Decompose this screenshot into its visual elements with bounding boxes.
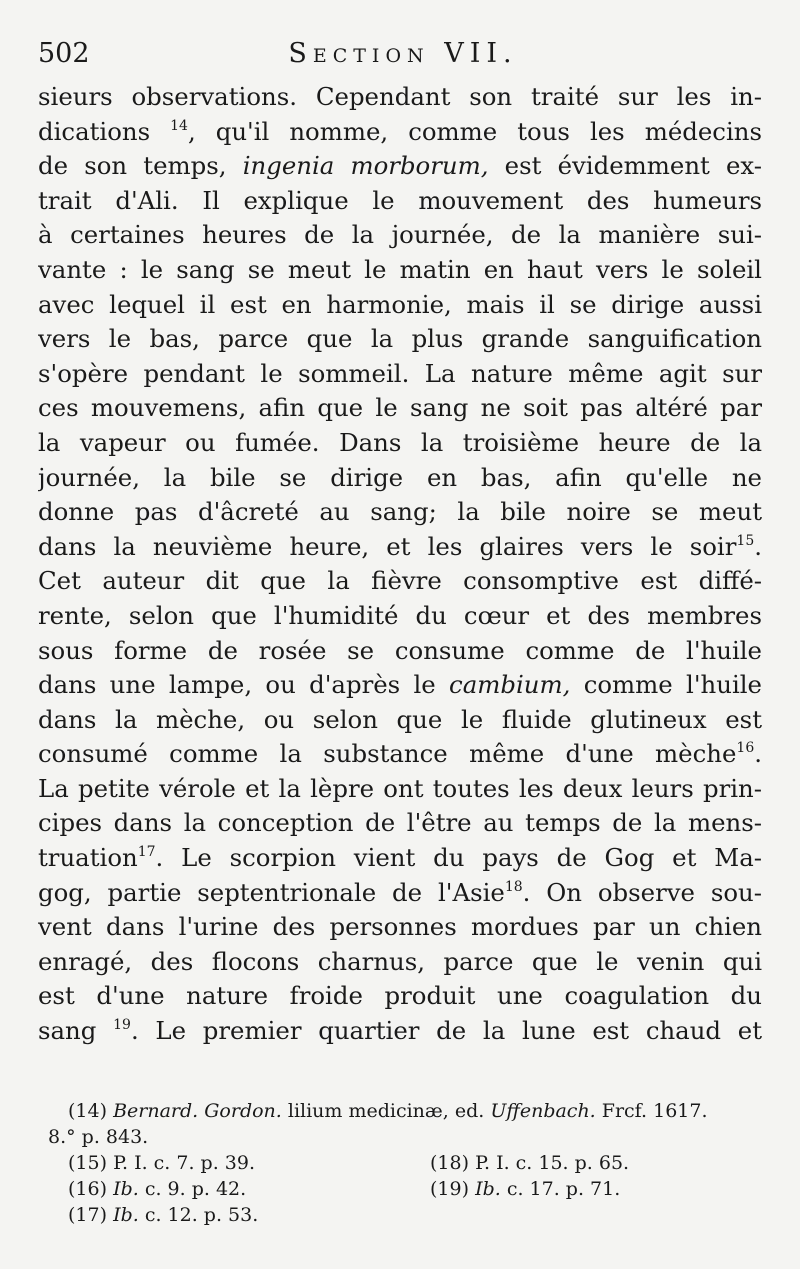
footnote-row — [48, 1202, 768, 1228]
footnote-mark: (19) — [430, 1178, 470, 1200]
text-segment: dans la neuvième heure, et les glaires vers le soir — [38, 531, 737, 561]
text-segment: vante : le sang se meut le matin en haut vers le soleil — [38, 254, 762, 284]
text-line — [38, 495, 762, 530]
text-line — [38, 564, 762, 599]
text-segment: est d'une nature froide produit une coagulation du — [38, 981, 762, 1011]
text-segment: . — [754, 739, 762, 769]
text-line — [38, 1014, 762, 1049]
text-segment: vers le bas, parce que la plus grande sanguification — [38, 324, 762, 354]
text-segment: Cet auteur dit que la fièvre consomptive est diffé- — [38, 566, 762, 596]
text-segment: La petite vérole et la lèpre ont toutes les deux leurs prin- — [38, 773, 762, 803]
text-line — [38, 945, 762, 980]
text-line — [38, 979, 762, 1014]
body-text — [38, 80, 762, 1049]
footnote-row — [48, 1176, 768, 1202]
footnote-text: P. I. c. 7. p. 39. — [113, 1152, 256, 1174]
text-segment: la vapeur ou fumée. Dans la troisième heure de la — [38, 427, 762, 457]
text-segment: sang — [38, 1016, 114, 1046]
footnote-editor: Uffenbach. — [490, 1100, 596, 1122]
text-segment: . Le premier quartier de la lune est chaud et — [130, 1016, 762, 1046]
text-line — [38, 634, 762, 669]
text-line — [38, 461, 762, 496]
text-segment: sieurs observations. Cependant son traité sur les in- — [38, 82, 762, 111]
text-segment: dications — [38, 116, 171, 146]
footnote-reference: 16 — [736, 740, 755, 757]
footnote-text: c. 12. p. 53. — [138, 1204, 259, 1226]
footnote-ibid: Ib. — [113, 1178, 139, 1200]
text-line — [38, 115, 762, 150]
footnotes — [48, 1098, 768, 1228]
text-segment: à certaines heures de la journée, de la manière sui- — [38, 220, 762, 250]
text-line — [38, 80, 762, 115]
text-line — [38, 599, 762, 634]
text-segment: vent dans l'urine des personnes mordues par un chien — [38, 912, 762, 942]
italic-term: cambium, — [449, 670, 571, 700]
footnote-reference: 17 — [137, 844, 156, 861]
footnote-reference: 14 — [170, 117, 188, 134]
footnote-mark: (14) — [68, 1100, 108, 1122]
footnote-14 — [48, 1098, 768, 1124]
text-line — [38, 391, 762, 426]
text-line — [38, 668, 762, 703]
text-segment: consumé comme la substance même d'une mèche — [38, 739, 737, 769]
text-line — [38, 841, 762, 876]
text-segment: comme l'huile — [570, 670, 762, 700]
text-segment: dans la mèche, ou selon que le fluide glutineux est — [38, 704, 762, 734]
text-segment: . Le scorpion vient du pays de Gog et Ma- — [155, 843, 762, 873]
text-segment: rente, selon que l'humidité du cœur et des membres — [38, 600, 762, 630]
text-line — [38, 357, 762, 392]
text-segment: donne pas d'âcreté au sang; la bile noire se meut — [38, 497, 762, 527]
text-segment: , qu'il nomme, comme tous les médecins — [187, 116, 762, 146]
footnote-19 — [430, 1176, 620, 1202]
text-segment: cipes dans la conception de l'être au temps de la mens- — [38, 808, 762, 838]
footnote-reference: 19 — [113, 1017, 131, 1034]
text-line — [38, 806, 762, 841]
text-segment: journée, la bile se dirige en bas, afin qu'elle ne — [38, 462, 762, 492]
text-line — [38, 288, 762, 323]
text-line — [38, 322, 762, 357]
text-line — [38, 218, 762, 253]
text-segment: dans une lampe, ou d'après le — [38, 670, 450, 700]
text-segment: est évidemment ex- — [488, 151, 762, 181]
text-line — [38, 772, 762, 807]
text-segment: enragé, des flocons charnus, parce que le venin qui — [38, 946, 762, 976]
text-line — [38, 703, 762, 738]
footnote-author: Bernard. Gordon. — [113, 1100, 282, 1122]
text-line — [38, 426, 762, 461]
text-line — [38, 910, 762, 945]
text-segment: ces mouvemens, afin que le sang ne soit pas altéré par — [38, 393, 762, 423]
footnote-16 — [68, 1176, 246, 1202]
text-segment: . — [754, 531, 762, 561]
footnote-text: c. 17. p. 71. — [500, 1178, 621, 1200]
text-segment: de son temps, — [38, 151, 243, 181]
text-line — [38, 184, 762, 219]
footnote-15 — [68, 1150, 255, 1176]
footnote-reference: 18 — [504, 878, 523, 895]
text-line — [38, 876, 762, 911]
text-line — [38, 530, 762, 565]
footnote-text: P. I. c. 15. p. 65. — [475, 1152, 630, 1174]
footnote-reference: 15 — [736, 532, 755, 549]
text-segment: truation — [38, 843, 138, 873]
section-title: Section VII. — [288, 38, 518, 69]
footnote-text: lilium medicinæ, ed. — [281, 1100, 491, 1122]
running-header — [38, 32, 768, 72]
italic-term: ingenia morborum, — [242, 151, 489, 181]
text-segment: avec lequel il est en harmonie, mais il se dirige aussi — [38, 289, 762, 319]
footnote-ibid: Ib. — [113, 1204, 139, 1226]
footnote-text: Frcf. 1617. — [595, 1100, 708, 1122]
footnote-mark: (18) — [430, 1152, 470, 1174]
text-line — [38, 149, 762, 184]
text-segment: s'opère pendant le sommeil. La nature même agit sur — [38, 358, 762, 388]
text-line — [38, 253, 762, 288]
text-segment: . On observe sou- — [522, 877, 762, 907]
footnote-18 — [430, 1150, 629, 1176]
footnote-17 — [68, 1202, 258, 1228]
footnote-mark: (16) — [68, 1178, 108, 1200]
footnote-row — [48, 1150, 768, 1176]
page-number: 502 — [38, 38, 90, 69]
footnote-ibid: Ib. — [475, 1178, 501, 1200]
text-segment: trait d'Ali. Il explique le mouvement des humeurs — [38, 185, 762, 215]
text-line — [38, 737, 762, 772]
footnote-mark: (17) — [68, 1204, 108, 1226]
text-segment: gog, partie septentrionale de l'Asie — [38, 877, 505, 907]
footnote-mark: (15) — [68, 1152, 108, 1174]
footnote-text: c. 9. p. 42. — [138, 1178, 247, 1200]
footnote-14-continuation: 8.° p. 843. — [48, 1126, 149, 1148]
text-segment: sous forme de rosée se consume comme de l'huile — [38, 635, 762, 665]
